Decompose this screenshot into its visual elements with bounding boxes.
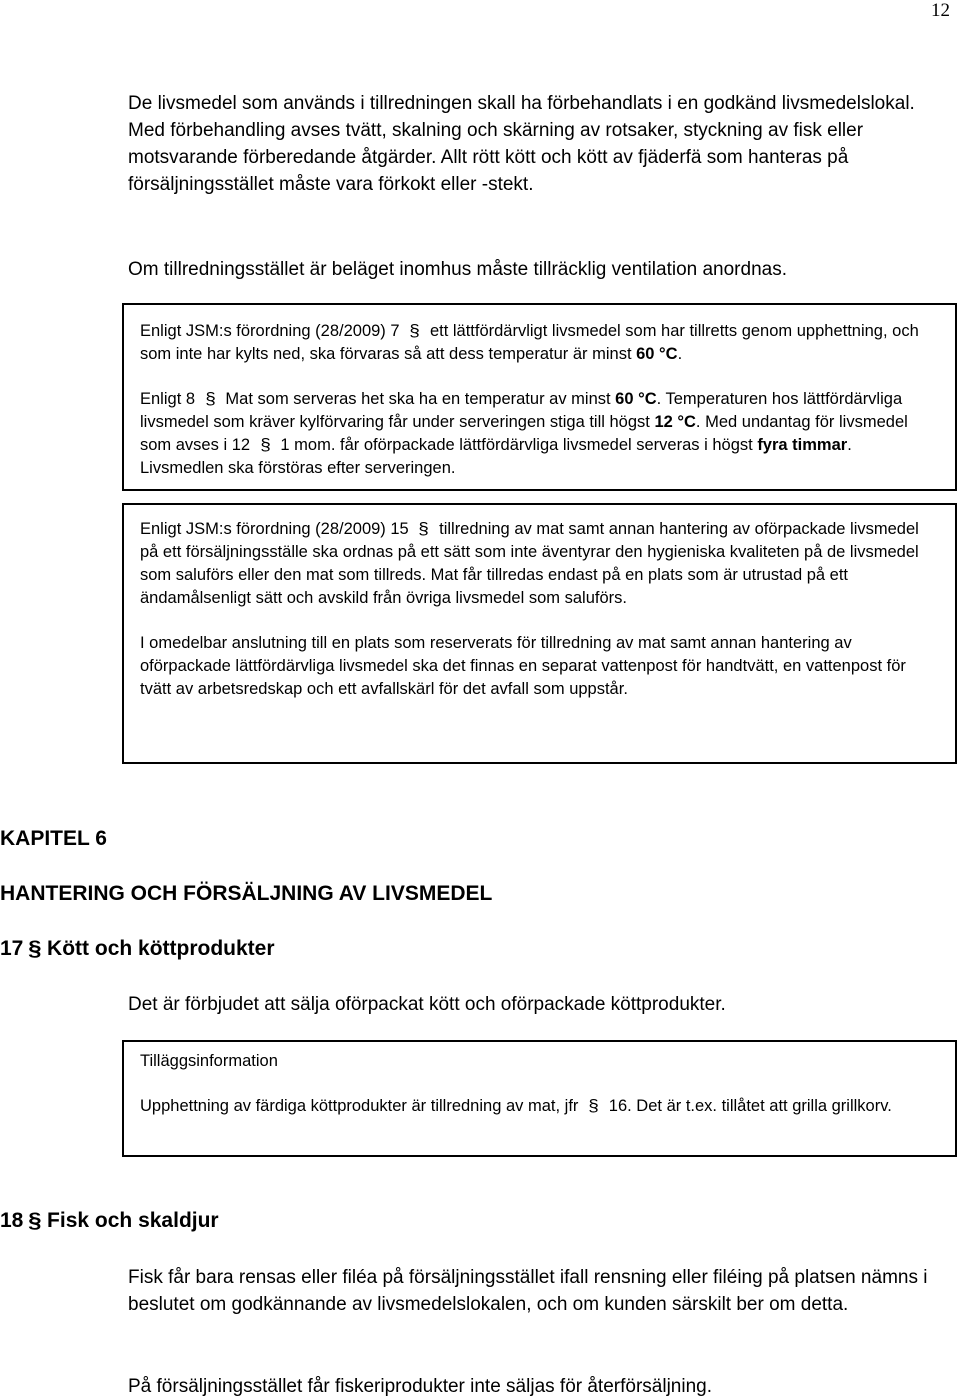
legal-box-1-paragraph-2: Enligt 8 § Mat som serveras het ska ha en temperatur av minst 60 °C. Temperaturen hos lättfördärvliga livsmedel som kräver kylförvaring får under serveringen stiga till högst 12 °C. Med undantag för livsmedel som avses i 12 § 1 mom. får oförpackade lättfördärvliga livsmedel serveras i högst fyra timmar. Livsmedlen ska förstöras efter serveringen. [140, 390, 908, 477]
page-number: 12 [931, 0, 950, 21]
section-17-heading: 17 § Kött och köttprodukter [0, 937, 275, 960]
section-sign-icon: § [28, 1209, 42, 1232]
temperature-value: 60 °C [636, 345, 678, 363]
section-sign-icon: § [28, 937, 42, 960]
info-box-text: Upphettning av färdiga köttprodukter är tillredning av mat, jfr § 16. Det är t.ex. tillåtet att grilla grillkorv. [140, 1095, 939, 1118]
temperature-value: 12 °C [654, 413, 696, 431]
chapter-title: HANTERING OCH FÖRSÄLJNING AV LIVSMEDEL [0, 882, 493, 905]
temperature-value: 60 °C [615, 390, 657, 408]
intro-paragraph-1: De livsmedel som används i tillredningen skall ha förbehandlats i en godkänd livsmedelslokal. Med förbehandling avses tvätt, skalning och skärning av rotsaker, styckning av fisk eller motsvarande förberedande åtgärder. Allt rött kött och kött av fjäderfä som hanteras på försäljningsstället måste vara förkokt eller -stekt. [128, 93, 915, 195]
legal-box-2-paragraph-2: I omedelbar anslutning till en plats som reserverats för tillredning av mat samt annan hantering av oförpackade lättfördärvliga livsmedel ska det finnas en separat vattenpost för handtvätt, en vattenpost för tvätt av arbetsredskap och ett avfallskärl för det avfall som uppstår. [140, 634, 906, 698]
section-sign-icon: § [588, 1097, 599, 1115]
section-18-text-2: På försäljningsstället får fiskeriprodukter inte säljas för återförsäljning. [128, 1376, 712, 1397]
section-sign-icon: § [259, 436, 271, 454]
section-18-heading: 18 § Fisk och skaldjur [0, 1209, 219, 1232]
intro-paragraph-2: Om tillredningsstället är beläget inomhus måste tillräcklig ventilation anordnas. [128, 259, 787, 280]
legal-box-2-paragraph-1: Enligt JSM:s förordning (28/2009) 15 § tillredning av mat samt annan hantering av oförpackade livsmedel på ett försäljningsställe ska ordnas på ett sätt som inte äventyrar den hygieniska kvaliteten på de livsmedel som saluförs eller den mat som tillreds. Mat får tillredas endast på en plats som är utrustad på ett ändamålsenligt sätt och avskild från övriga livsmedel som saluförs. [140, 520, 919, 607]
legal-box-1-paragraph-1: Enligt JSM:s förordning (28/2009) 7 § ett lättfördärvligt livsmedel som har tillretts genom upphettning, och som inte har kylts ned, ska förvaras så att dess temperatur är minst 60 °C. [140, 322, 919, 363]
info-box [122, 1040, 957, 1157]
section-18-text-1: Fisk får bara rensas eller filéa på försäljningsstället ifall rensning eller filéing på platsen nämns i beslutet om godkännande av livsmedelslokalen, och om kunden särskilt ber om detta. [128, 1267, 928, 1315]
section-sign-icon: § [409, 322, 421, 340]
duration-value: fyra timmar [757, 436, 848, 454]
section-17-text: Det är förbjudet att sälja oförpackat kött och oförpackade köttprodukter. [128, 994, 726, 1015]
legal-box-1 [122, 303, 957, 491]
info-box-label: Tilläggsinformation [140, 1052, 278, 1070]
section-sign-icon: § [418, 520, 430, 538]
section-sign-icon: § [204, 390, 216, 408]
legal-box-2 [122, 503, 957, 764]
chapter-label: KAPITEL 6 [0, 827, 107, 850]
